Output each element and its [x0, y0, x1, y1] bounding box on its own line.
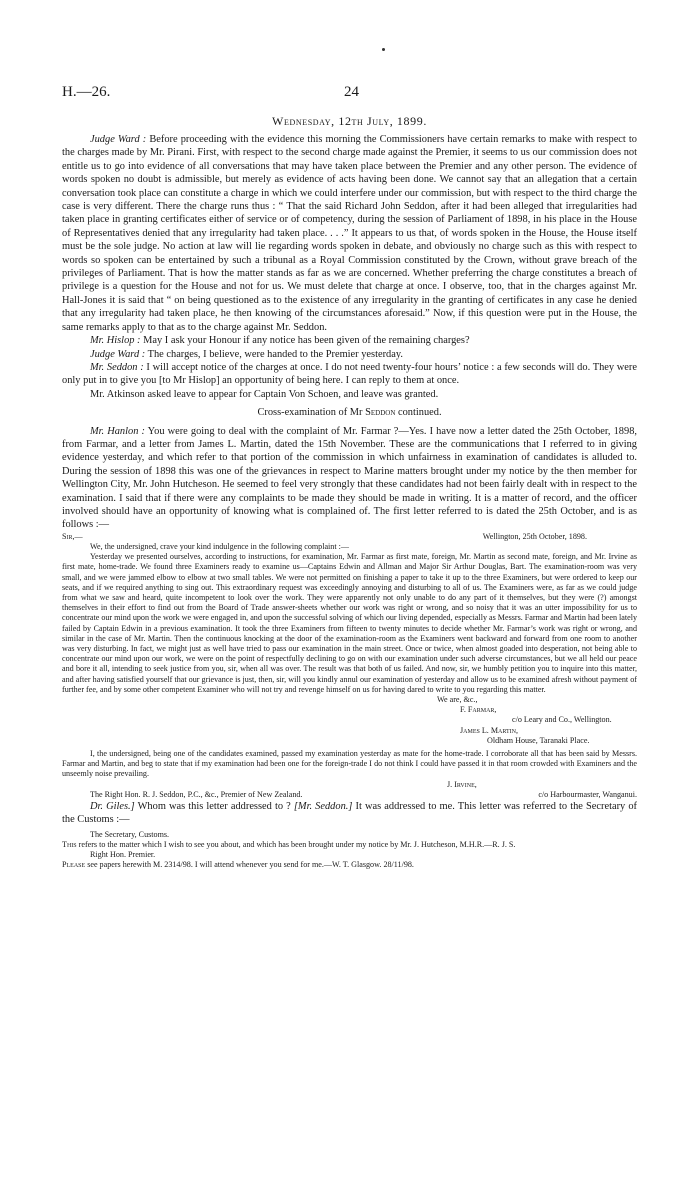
page-mark — [382, 48, 385, 51]
minute-reply-text: see papers herewith M. 2314/98. I will attend whenever you send for me.—W. T. Glasgow. 28/11/98. — [87, 860, 414, 870]
statement-text: The charges, I believe, were handed to the Premier yesterday. — [147, 348, 403, 360]
speaker-name: Judge Ward : — [90, 134, 147, 145]
paper-code: H.—26. — [62, 84, 111, 100]
question-text: Whom was this letter addressed to ? — [137, 801, 291, 813]
statement-text: May I ask your Honour if any notice has been given of the remaining charges? — [143, 335, 470, 347]
ward-statement — [62, 133, 637, 334]
signature-martin: James L. Martin, — [460, 725, 519, 735]
atkinson-note: Mr. Atkinson asked leave to appear for Captain Von Schoen, and leave was granted. — [90, 388, 439, 400]
minute-reply — [62, 860, 637, 870]
letter-addressee: The Right Hon. R. J. Seddon, P.C., &c., Premier of New Zealand. — [90, 789, 303, 799]
statement-text: I will accept notice of the charges at once. I do not need twenty-four hours’ notice : a few seconds will do. They were only put in to give you [to Mr Hislop] an opportunity of being here. I can reply to them at once. — [62, 361, 637, 387]
page-content — [62, 114, 637, 871]
irvine-signature-block — [62, 780, 637, 790]
section-pre: Cross-examination of Mr — [257, 407, 363, 419]
section-post: continued. — [397, 407, 442, 419]
address-martin: Oldham House, Taranaki Place. — [487, 735, 590, 745]
letter-salutation-row — [62, 532, 637, 542]
letter-opening: We, the undersigned, crave your kind indulgence in the following complaint :— — [90, 541, 349, 551]
speaker-name: Dr. Giles.] — [90, 801, 135, 813]
reply-speaker: [Mr. Seddon.] — [293, 801, 353, 813]
statement-text: Before proceeding with the evidence this morning the Commissioners have certain remarks to make with respect to the charges made by Mr. Pirani. First, with respect to the second charge made against the Premier, it seems to us our commission does not entitle us to go into evidence of all conversations that may have taken place between the Premier and any other person. The evidence of words spoken no doubt is admissible, but merely as evidence of acts having been done. We cannot say that an allegation that a certain conversation took place can constitute a charge in which we could interfere under our commission, but with respect to the third charge the case is very different. There the charge runs thus : “ That the said Richard John Seddon, after it had been alleged that irregularities had taken place in granting certificates either of service or of competency, during the session of Parliament of 1898, in his place in the House of Representatives denied that any irregularity had taken place. . . .” It appears to us that, of words spoken in the House, the House itself must be the sole judge. No action at law will lie regarding words spoken in debate, and obviously no charge such as this with respect to words so spoken can be entertained by such a tribunal as a Royal Commission constituted by the Crown, without grave breach of the privileges of Parliament. That is how the matter stands as far as we are concerned. Whether preferring the charge constitutes a breach of privilege is a question for the House and not for us. We must delete that charge at once. I observe, too, that in the charges against Mr. Hall-Jones it is said that “ on being questioned as to the existence of any irregularity in the granting of certificates in any case he denied that any irregularity had taken place, he then knowing of the circumstances aforesaid.” Now, if this question were put in the House, the same remarks apply to that as to the charge against Mr. Seddon. — [62, 134, 637, 333]
letter-signatures — [62, 695, 637, 746]
hanlon-question — [62, 425, 637, 532]
addressee-row — [62, 790, 637, 800]
address-irvine: c/o Harbourmaster, Wanganui. — [538, 789, 637, 799]
speaker-name: Mr. Hislop : — [90, 335, 141, 347]
minute-reply-lead: Please — [62, 860, 86, 870]
minute-addressee: The Secretary, Customs. — [90, 829, 170, 839]
signature-irvine: J. Irvine, — [447, 779, 477, 789]
seddon-statement — [62, 361, 637, 388]
speaker-name: Judge Ward : — [90, 348, 146, 360]
address-farmar: c/o Leary and Co., Wellington. — [512, 715, 612, 725]
letter-place-date: Wellington, 25th October, 1898. — [482, 531, 587, 541]
letter-salutation: Sir,— — [62, 531, 83, 541]
statement-text: You were going to deal with the complaint of Mr. Farmar ?—Yes. I have now a letter dated the 25th October, 1898, from Farmar, and a letter from James L. Martin, dated the 15th November. These are the communications that I referred to in giving evidence yesterday, and which refer to that portion of the commission in which unfairness in examination of candidates is alluded to. During the session of 1898 this was one of the grievances in respect to Marine matters brought under my notice by the then member for Wellington City, Mr. John Hutcheson. He seemed to feel very strongly that these candidates had not been fairly dealt with in respect to the examination. I said that if there were any complaints to be made they should be made in writing. It is a matter of record, and the officer involved should have an opportunity of knowing what is complained of. The first letter referred to is dated the 25th October, and is as follows :— — [62, 425, 637, 531]
minute-body — [62, 840, 637, 850]
minute-lead: This — [62, 840, 77, 850]
signature-farmar: F. Farmar, — [460, 705, 497, 715]
page-number: 24 — [344, 84, 359, 100]
speaker-name: Mr. Seddon : — [90, 361, 144, 373]
letter-closing: We are, &c., — [437, 695, 478, 705]
speaker-name: Mr. Hanlon : — [90, 425, 145, 437]
section-heading — [62, 406, 637, 419]
minute-text: refers to the matter which I wish to see you about, and which has been brought under my notice by Mr. J. Hutcheson, M.H.R.—R. J. S. — [78, 840, 516, 850]
irvine-statement: I, the undersigned, being one of the candidates examined, passed my examination yesterday as mate for the home-trade. I corroborate all that has been said by Messrs. Farmar and Martin, and beg to state that if my examination had been one for the foreign-trade I do not think I could have passed it in that room crowded with Examiners and the unseemly noise prevailing. — [62, 749, 637, 779]
date-heading: Wednesday, 12th July, 1899. — [272, 114, 427, 128]
reply-text: It was addressed to me. This letter was referred to the Secretary of the Customs :— — [62, 801, 638, 826]
giles-exchange — [62, 800, 637, 827]
minute-premier: Right Hon. Premier. — [90, 850, 156, 860]
hislop-question — [62, 334, 637, 347]
letter-body: Yesterday we presented ourselves, according to instructions, for examination, Mr. Farmar as first mate, foreign, Mr. Martin as second mate, foreign, and Mr. Irvine as first mate, home-trade. We found three Examiners ready to examine us—Captains Edwin and Allman and Major Sir Arthur Douglas, Bart. The examination-room was very small, and we were jammed elbow to elbow at two small tables. We were not permitted on finishing a paper to take it up to the three Examiners, but were ordered to keep our seats, and if we required anything to sing out. This extraordinary request was exceedingly annoying and disturbing to all of us. The Examiners were, as far as we could judge from what we saw and heard, quite incompetent to look over the work. They were apparently not only unable to do any part of it themselves, but they were (?) amongst themselves in their effort to find out from the Board of Trade answer-sheets whether our work was right or wrong, and so noisy that it was an utter impossibility for us to concentrate our mind upon the work we were engaged in, and upon the successful solving of which our living depended, especially as Messrs. Farmar and Martin had been lately failed by Captain Edwin in a previous examination. It took the three Examiners from fifteen to twenty minutes to decide whether Mr. Farmar’s work was right or wrong, and similar in the case of Mr. Martin. Then the continuous knocking at the door of the examination-room as the Examiners went backward and forward from one room to another was very disturbing. In fact, we might just as well have tried to pass our examination in the main street. Once or twice, when almost goaded into desperation, not being able to concentrate our mind upon our work, we were on the point of respectfully declining to go on with our examination under such adverse circumstances, but we all held our peace and bore it all, intending to seek justice from you, sir, when all was over. The result was that both of us failed. And now, sir, we humbly petition you to inquire into this matter, and after having satisfied yourself that our grievance is just, then, sir, will you kindly annul our examination of yesterday and allow us to be examined afresh without payment of further fee, and by some other competent Examiner who will not try and revenge himself on us for having dared to write to you regarding this matter. — [62, 552, 637, 694]
ward-reply — [62, 348, 637, 361]
section-name: Seddon — [365, 407, 396, 419]
